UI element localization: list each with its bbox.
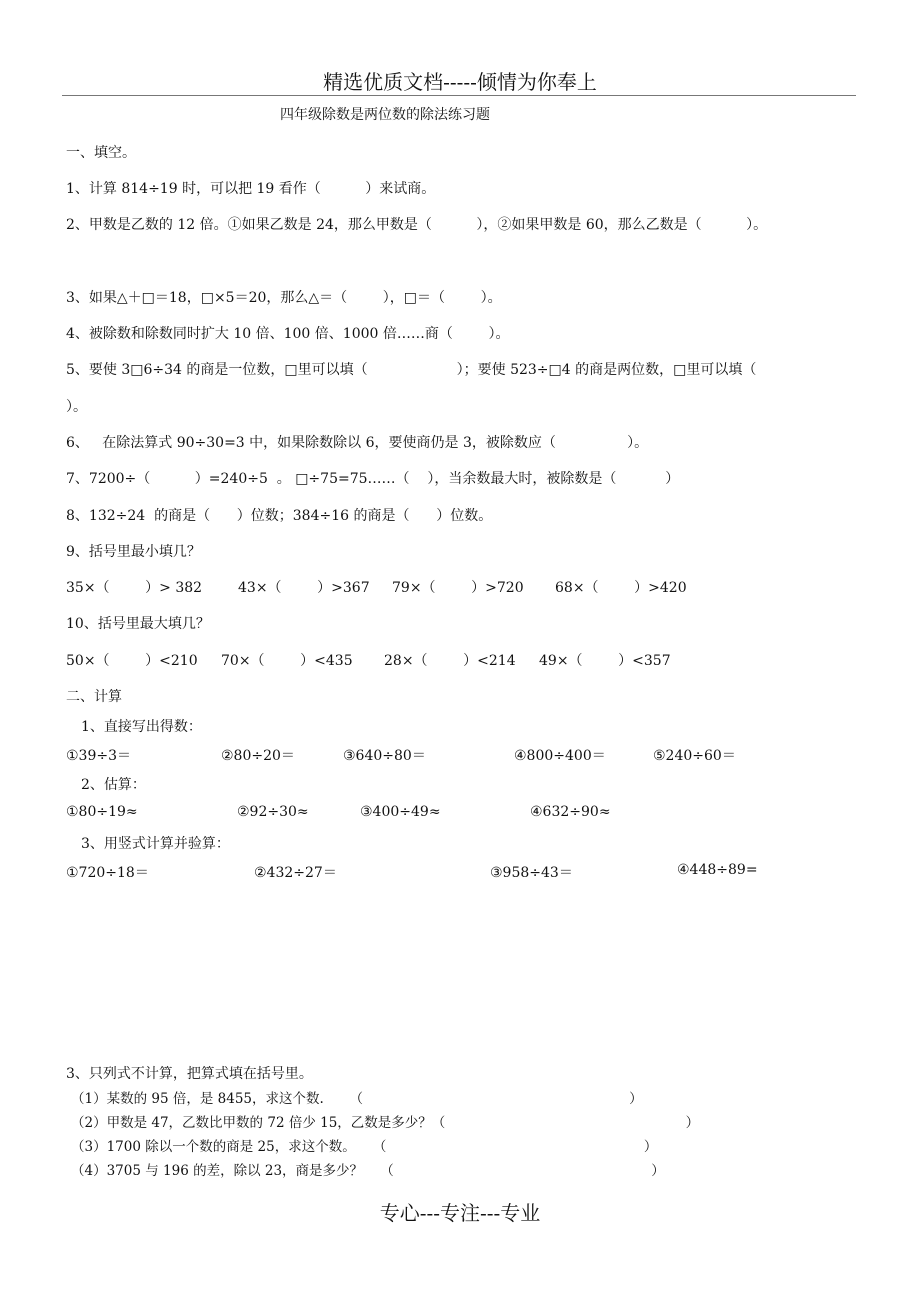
sub2-heading: 2、估算： — [81, 777, 146, 793]
estimate-item: ③400÷49≈ — [360, 804, 441, 820]
q10-item: 70×（ ）<435 — [221, 653, 353, 669]
section2-heading: 二、计算 — [66, 689, 122, 705]
question-10: 10、括号里最大填几？ — [66, 616, 210, 632]
sub3-heading: 3、用竖式计算并验算： — [81, 836, 230, 852]
section1-heading: 一、填空。 — [66, 145, 136, 161]
q9-item: 79×（ ）>720 — [392, 580, 524, 596]
calc-item: ③640÷80＝ — [343, 748, 426, 764]
q9-item: 35×（ ）> 382 — [66, 580, 203, 596]
question-2: 2、甲数是乙数的 12 倍。①如果乙数是 24，那么甲数是（ ），②如果甲数是 60，那么乙数是（ ）。 — [66, 217, 768, 233]
sub1-heading: 1、直接写出得数： — [81, 719, 202, 735]
question-1: 1、计算 814÷19 时，可以把 19 看作（ ）来试商。 — [66, 181, 436, 197]
q9-item: 68×（ ）>420 — [555, 580, 687, 596]
section3-heading: 3、只列式不计算，把算式填在括号里。 — [66, 1066, 313, 1082]
question-5: 5、要使 3□6÷34 的商是一位数，□里可以填（ ）；要使 523÷□4 的商是两位数，□里可以填（ — [66, 362, 757, 378]
vertical-item: ②432÷27＝ — [254, 865, 337, 881]
q10-item: 28×（ ）<214 — [384, 653, 516, 669]
question-3: 3、如果△＋□＝18，□×5＝20，那么△＝（ ），□＝（ ）。 — [66, 290, 502, 306]
header-rule — [62, 95, 856, 96]
page-title: 四年级除数是两位数的除法练习题 — [280, 107, 490, 123]
page-header: 精选优质文档-----倾情为你奉上 — [323, 70, 597, 94]
vertical-item: ④448÷89= — [677, 862, 758, 878]
estimate-item: ②92÷30≈ — [237, 804, 309, 820]
question-6: 6、 在除法算式 90÷30=3 中，如果除数除以 6，要使商仍是 3，被除数应（ ）。 — [66, 435, 649, 451]
question-9: 9、括号里最小填几？ — [66, 544, 201, 560]
q10-item: 49×（ ）<357 — [539, 653, 671, 669]
vertical-item: ③958÷43＝ — [490, 865, 573, 881]
word-problem-4: （4）3705 与 196 的差，除以 23，商是多少？ （ ） — [71, 1163, 665, 1179]
vertical-item: ①720÷18＝ — [66, 865, 149, 881]
question-4: 4、被除数和除数同时扩大 10 倍、100 倍、1000 倍……商（ ）。 — [66, 326, 510, 342]
word-problem-3: （3）1700 除以一个数的商是 25，求这个数。 （ ） — [71, 1139, 658, 1155]
calc-item: ⑤240÷60＝ — [653, 748, 736, 764]
page-footer: 专心---专注---专业 — [379, 1201, 541, 1225]
q9-item: 43×（ ）>367 — [238, 580, 370, 596]
calc-item: ①39÷3＝ — [66, 748, 132, 764]
word-problem-2: （2）甲数是 47，乙数比甲数的 72 倍少 15，乙数是多少？（ ） — [71, 1115, 700, 1131]
estimate-item: ④632÷90≈ — [530, 804, 611, 820]
question-8: 8、132÷24 的商是（ ）位数；384÷16 的商是（ ）位数。 — [66, 508, 493, 524]
question-7: 7、7200÷（ ）=240÷5 。 □÷75=75……（ ），当余数最大时，被除数是（ ） — [66, 471, 680, 487]
calc-item: ②80÷20＝ — [221, 748, 295, 764]
estimate-item: ①80÷19≈ — [66, 804, 138, 820]
q10-item: 50×（ ）<210 — [66, 653, 198, 669]
calc-item: ④800÷400＝ — [514, 748, 606, 764]
question-5-end: ）。 — [66, 399, 87, 415]
word-problem-1: （1）某数的 95 倍，是 8455，求这个数. （ ） — [71, 1091, 643, 1107]
